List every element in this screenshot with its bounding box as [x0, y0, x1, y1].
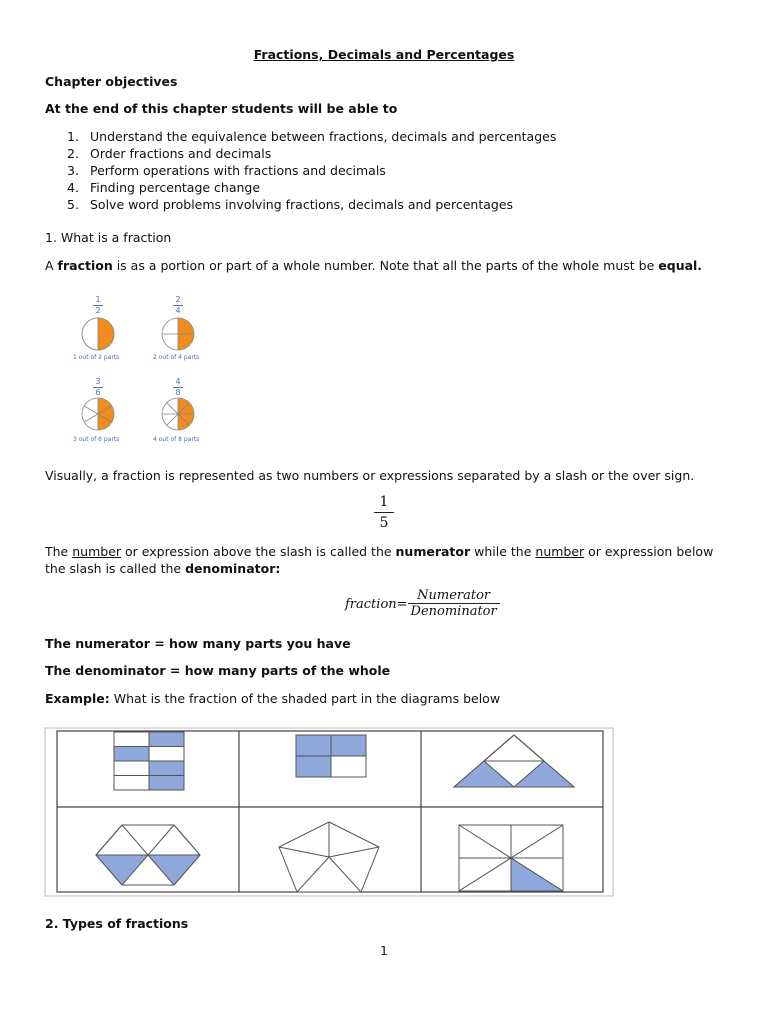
list-item: 2. Order fractions and decimals [67, 146, 272, 161]
numerator-paragraph-line1: The number or expression above the slash is called the numerator while the number or expression below [45, 544, 714, 559]
numerator-definition: The numerator = how many parts you have [45, 636, 351, 651]
pie-diagrams [60, 312, 230, 437]
list-item: 5. Solve word problems involving fractions, decimals and percentages [67, 197, 514, 212]
pie-sixths [82, 398, 114, 430]
pie-eighths [162, 398, 194, 430]
numerator-paragraph-line2: the slash is called the denominator: [45, 561, 281, 576]
pie-fraction-label: 4 8 [168, 378, 188, 397]
visual-representation-text: Visually, a fraction is represented as two numbers or expressions separated by a slash or the over sign. [45, 468, 695, 483]
pie-fraction-label: 1 2 [88, 296, 108, 315]
diagram-square-quarters [296, 735, 366, 777]
page-number: 1 [380, 944, 388, 958]
pie-caption: 4 out of 8 parts [153, 436, 200, 443]
diagram-rect-grid [114, 732, 184, 790]
denominator-definition: The denominator = how many parts of the whole [45, 663, 391, 678]
pie-caption: 3 out of 6 parts [73, 436, 120, 443]
diagram-rect-diagonals [459, 825, 563, 891]
pie-quarters [162, 318, 194, 350]
fraction-definition: A fraction is as a portion or part of a whole number. Note that all the parts of the whole must be equal. [45, 258, 703, 273]
chapter-objectives-heading: Chapter objectives [45, 74, 178, 89]
pie-caption: 2 out of 4 parts [153, 354, 200, 361]
pie-fraction-label: 2 4 [168, 296, 188, 315]
pie-fraction-label: 3 6 [88, 378, 108, 397]
section-1-heading: 1. What is a fraction [45, 230, 172, 245]
example-prompt: Example: What is the fraction of the shaded part in the diagrams below [45, 691, 501, 706]
section-2-heading: 2. Types of fractions [45, 916, 189, 931]
list-item: 4. Finding percentage change [67, 180, 261, 195]
shaded-diagrams-grid [44, 727, 614, 897]
fraction-formula: fraction= Numerator Denominator [345, 588, 500, 619]
end-of-chapter-heading: At the end of this chapter students will be able to [45, 101, 398, 116]
pie-caption: 1 out of 2 parts [73, 354, 120, 361]
pie-half [82, 318, 114, 350]
list-item: 1. Understand the equivalence between fractions, decimals and percentages [67, 129, 557, 144]
list-item: 3. Perform operations with fractions and decimals [67, 163, 386, 178]
page-title: Fractions, Decimals and Percentages [253, 47, 515, 62]
example-fraction: 1 5 [372, 494, 396, 531]
objectives-list [67, 128, 556, 213]
